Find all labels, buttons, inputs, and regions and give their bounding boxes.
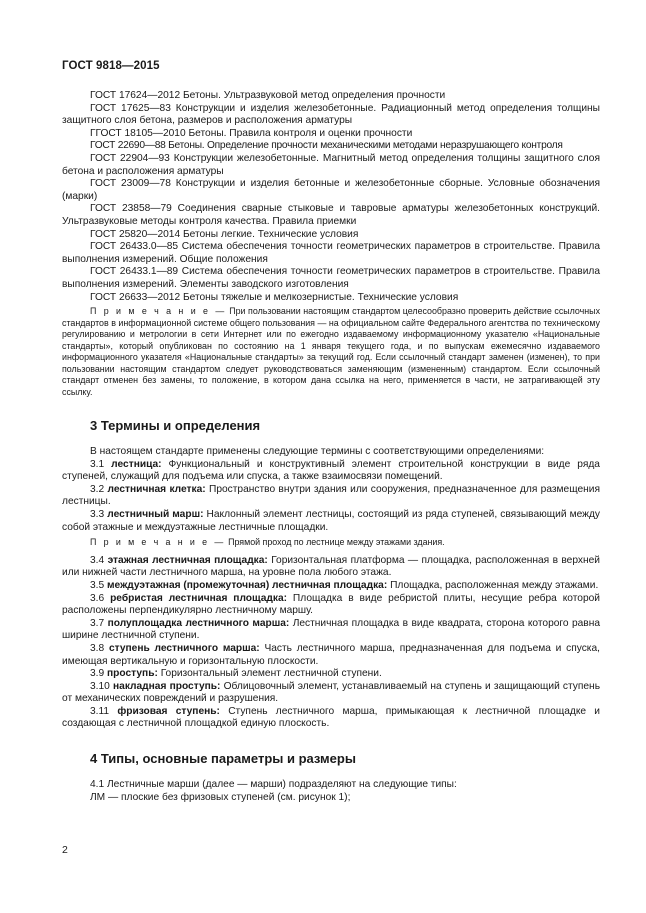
reference-item: ГОСТ 17624—2012 Бетоны. Ультразвуковой метод определения прочности	[90, 90, 446, 101]
term-number: 3.6	[90, 592, 105, 604]
term-number: 3.8	[90, 642, 105, 654]
term-definition	[62, 459, 600, 484]
term-text: Облицовочный элемент, устанавливаемый на ступень и защищающий ступень от механических повреждений и разрушения.	[62, 680, 600, 705]
note-text: При пользовании настоящим стандартом целесообразно проверить действие ссылочных стандартов в информационной системе общего пользования — на официальном сайте Федерального агентства по техническому регулированию и метрологии в сети Интернет или по ежегодно издаваемому информационному указателю «Национальные стандарты», который опубликован по состоянию на 1 января текущего года, и по выпускам ежемесячно издаваемого информационного указателя «Национальные стандарты» за текущий год. Если ссылочный стандарт заменен (изменен), то при пользовании настоящим стандартом следует руководствоваться заменяющим (измененным) стандартом. Если ссылочный стандарт отменен без замены, то положение, в котором дана ссылка на него, применяется в части, не затрагивающей эту ссылку.	[62, 306, 601, 397]
term-text: Горизонтальная платформа — площадка, расположенная в верхней или нижней части лестничного марша, на уровне пола любого этажа.	[62, 554, 600, 579]
page-number: 2	[62, 844, 68, 856]
term-definition	[62, 593, 600, 618]
reference-item: ГОСТ 26433.0—85 Система обеспечения точности геометрических параметров в строительстве. Правила выполнения измерений. Общие положения	[62, 241, 600, 265]
note-label: П р и м е ч а н и е —	[90, 537, 226, 548]
term-name: ступень лестничного марша:	[108, 642, 260, 654]
term-number: 3.4	[90, 554, 105, 566]
reference-list	[62, 90, 600, 304]
term-number: 3.7	[90, 617, 105, 629]
term-definition	[62, 706, 600, 731]
reference-item: ГОСТ 22690—88 Бетоны. Определение прочности механическими методами неразрушающего контроля	[90, 140, 563, 152]
term-number: 3.11	[90, 705, 110, 717]
section-3-intro: В настоящем стандарте применены следующие термины с соответствующими определениями:	[90, 446, 545, 458]
term-name: междуэтажная (промежуточная) лестничная площадка:	[107, 579, 388, 591]
section-4-title: 4 Типы, основные параметры и размеры	[90, 751, 356, 767]
term-text: Функциональный и конструктивный элемент строительной конструкции в виде ряда ступеней, служащий для подъема или спуска, а также взаимосвязи помещений.	[62, 458, 600, 483]
term-text: Пространство внутри здания или сооружения, предназначенное для размещения лестницы.	[62, 483, 600, 508]
term-text: Горизонтальный элемент лестничной ступени.	[157, 668, 382, 680]
term-definition	[62, 580, 600, 593]
reference-item: ГОСТ 23858—79 Соединения сварные стыковые и тавровые арматуры железобетонных конструкций. Ультразвуковые методы контроля качества. Правила приемки	[62, 203, 600, 227]
term-text: Площадка, расположенная между этажами.	[387, 579, 599, 591]
reference-item: ГОСТ 23009—78 Конструкции и изделия бетонные и железобетонные сборные. Условные обозначения (марки)	[62, 178, 600, 202]
reference-item: ГГОСТ 18105—2010 Бетоны. Правила контроля и оценки прочности	[90, 127, 413, 139]
term-definition	[62, 509, 600, 534]
note-stair-flight	[62, 537, 600, 549]
reference-item: ГОСТ 25820—2014 Бетоны легкие. Технические условия	[90, 228, 359, 240]
reference-item: ГОСТ 26633—2012 Бетоны тяжелые и мелкозернистые. Технические условия	[90, 291, 459, 303]
term-name: накладная проступь:	[113, 680, 221, 692]
term-text: Лестничная площадка в виде квадрата, сторона которого равна ширине лестничной ступени.	[62, 617, 600, 642]
term-name: лестничная клетка:	[107, 483, 206, 495]
term-text: Часть лестничного марша, предназначенная для подъема и спуска, имеющая вертикальную и горизонтальную плоскости.	[62, 642, 600, 667]
section-4-paragraph: 4.1 Лестничные марши (далее — марши) подразделяют на следующие типы:	[90, 779, 457, 791]
reference-item: ГОСТ 17625—83 Конструкции и изделия железобетонные. Радиационный метод определения толщины защитного слоя бетона, размеров и расположения арматуры	[62, 102, 600, 127]
term-number: 3.5	[90, 579, 105, 591]
term-number: 3.1	[90, 458, 105, 470]
term-number: 3.2	[90, 483, 105, 495]
term-number: 3.9	[90, 668, 105, 680]
term-name: этажная лестничная площадка:	[107, 554, 268, 566]
term-text: Ступень лестничного марша, примыкающая к лестничной площадке и создающая с лестничной площадкой единую плоскость.	[62, 705, 600, 730]
term-name: лестница:	[111, 458, 162, 470]
term-number: 3.3	[90, 509, 105, 521]
reference-item: ГОСТ 26433.1—89 Система обеспечения точности геометрических параметров в строительстве. Правила выполнения измерений. Элементы заводского изготовления	[62, 266, 600, 290]
page-content	[62, 90, 600, 804]
term-name: лестничный марш:	[107, 509, 204, 521]
note-text: Прямой проход по лестнице между этажами здания.	[228, 537, 445, 548]
term-name: ребристая лестничная площадка:	[110, 592, 288, 604]
term-definition	[62, 681, 600, 706]
note-label: П р и м е ч а н и е —	[90, 306, 227, 317]
term-number: 3.10	[90, 680, 110, 692]
term-definition	[62, 618, 600, 643]
term-definition	[62, 668, 600, 681]
term-text: Наклонный элемент лестницы, состоящий из ряда ступеней, связывающий между собой этажные и междуэтажные лестничные площадки.	[62, 509, 600, 533]
term-name: фризовая ступень:	[117, 705, 220, 717]
document-header: ГОСТ 9818—2015	[62, 60, 160, 72]
section-3-title: 3 Термины и определения	[90, 418, 261, 434]
term-definition	[62, 643, 600, 668]
section-4-paragraph: ЛМ — плоские без фризовых ступеней (см. рисунок 1);	[90, 791, 351, 803]
term-definition	[62, 484, 600, 509]
term-name: полуплощадка лестничного марша:	[107, 617, 290, 629]
term-definition	[62, 555, 600, 580]
term-name: проступь:	[107, 668, 158, 680]
term-text: Площадка в виде ребристой плиты, несущие ребра которой расположены перпендикулярно лестничному маршу.	[62, 592, 600, 617]
note-references	[62, 306, 600, 398]
reference-item: ГОСТ 22904—93 Конструкции железобетонные. Магнитный метод определения толщины защитного слоя бетона и расположения арматуры	[62, 152, 600, 177]
